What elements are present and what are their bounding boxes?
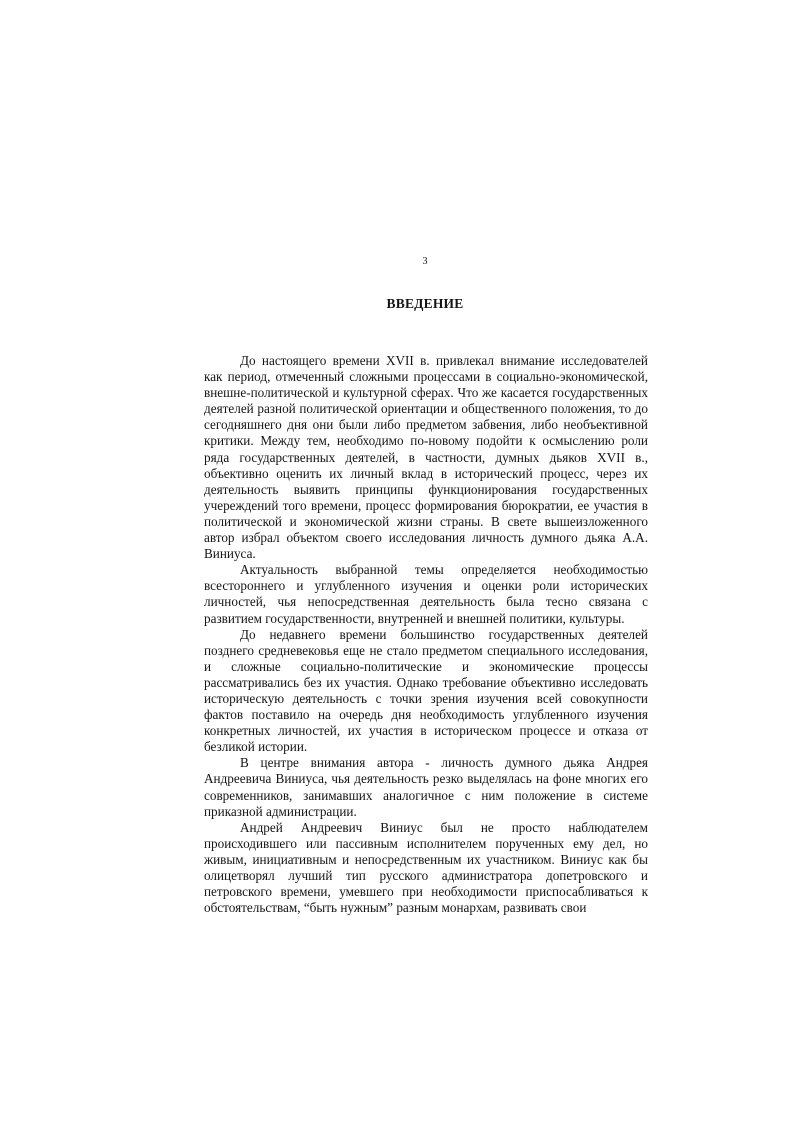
- page-title: ВВЕДЕНИЕ: [386, 296, 464, 311]
- paragraph-4: В центре внимания автора - личность думного дьяка Андрея Андреевича Виниуса, чья деятельность резко выделялась на фоне многих его современников, занимавших аналогичное с ним положение в системе приказной администрации.: [204, 755, 648, 819]
- page-number: 3: [422, 256, 428, 267]
- body-text: [204, 353, 648, 916]
- paragraph-5: Андрей Андреевич Виниус был не просто наблюдателем происходившего или пассивным исполнителем порученных ему дел, но живым, инициативным и непосредственным их участником. Виниус как бы олицетворял лучший тип русского администратора допетровского и петровского времени, умевшего при необходимости приспосабливаться к обстоятельствам, “быть нужным” разным монархам, развивать свои: [204, 819, 648, 916]
- paragraph-1: До настоящего времени XVII в. привлекал внимание исследователей как период, отмеченный сложными процессами в социально-экономической, внешне-политической и культурной сферах. Что же касается государственных деятелей разной политической ориентации и общественного положения, то до сегодняшнего дня они были либо предметом забвения, либо необъективной критики. Между тем, необходимо по-новому подойти к осмыслению роли ряда государственных деятелей, в частности, думных дьяков XVII в., объективно оценить их личный вклад в исторический процесс, через их деятельность выявить принципы функционирования государственных учереждений того времени, процесс формирования бюрократии, ее участия в политической и экономической жизни страны. В свете вышеизложенного автор избрал объектом своего исследования личность думного дьяка А.А. Виниуса.: [204, 353, 648, 562]
- paragraph-2: Актуальность выбранной темы определяется необходимостью всестороннего и углубленного изучения и оценки роли исторических личностей, чья непосредственная деятельность была тесно связана с развитием государственности, внутренней и внешней политики, культуры.: [204, 562, 648, 626]
- paragraph-3: До недавнего времени большинство государственных деятелей позднего средневековья еще не стало предметом специального исследования, и сложные социально-политические и экономические процессы рассматривались без их участия. Однако требование объективно исследовать историческую деятельность с точки зрения изучения всей совокупности фактов поставило на очередь дня необходимость углубленного изучения конкретных личностей, их участия в историческом процессе и отказа от безликой истории.: [204, 626, 648, 755]
